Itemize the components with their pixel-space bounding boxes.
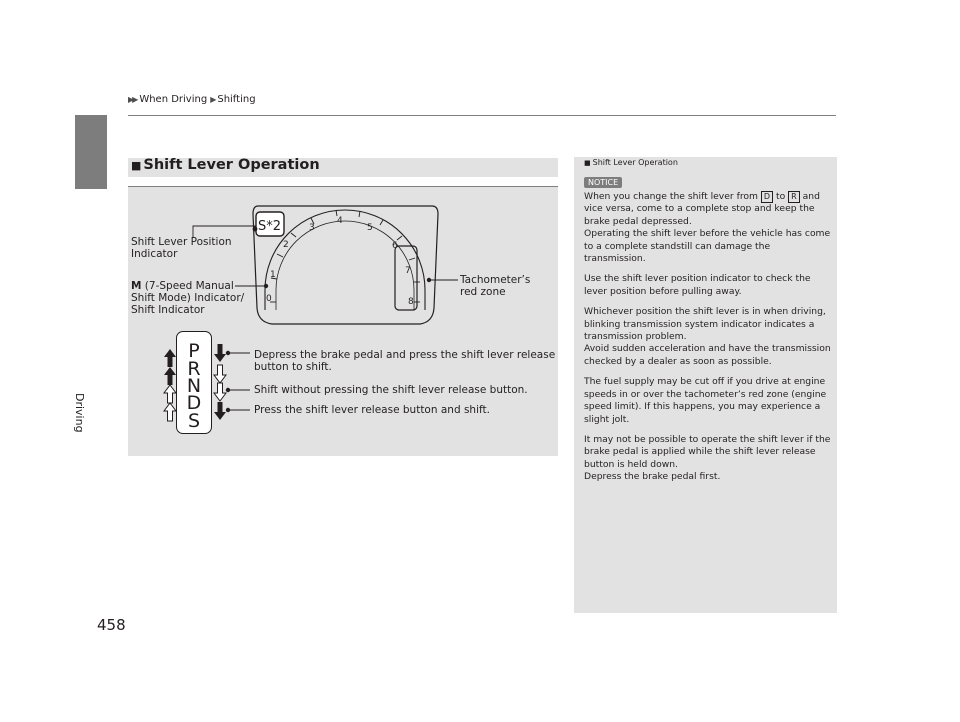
breadcrumb-item-shifting[interactable]: Shifting [217,94,256,105]
note-paragraph-3 [584,306,832,368]
m-indicator-label [131,280,244,316]
note-paragraph-4: The fuel supply may be cut off if you drive at engine speeds in or over the tachometer’s red zone (engine speed limit). If this happens, you may experience a slight jolt. [584,376,827,425]
note-paragraph-2: Use the shift lever position indicator to check the lever position before pulling away. [584,273,811,297]
arrow-down-filled-icon [213,401,227,421]
note-p5-text: It may not be possible to operate the shift lever if the brake pedal is applied while the shift lever release button is held down. [584,433,831,470]
instruction-depress-brake [254,349,555,373]
tach-number-3: 3 [309,223,315,233]
indicator-display-text: S*2 [258,219,282,234]
note-header [584,158,678,167]
m-indicator-label-line3: Shift Indicator [131,304,205,316]
gear-p: P [188,340,200,362]
tach-number-6: 6 [392,241,398,251]
note-p1-to: to [775,191,786,202]
key-d-icon: D [761,191,773,203]
red-zone-label-line1: Tachometer’s [460,274,531,286]
notice-badge: NOTICE [584,177,622,188]
position-indicator-label-line2: Indicator [131,248,178,260]
arrow-down-outline-icon [213,382,227,402]
tach-number-0: 0 [266,294,272,304]
gear-selector [176,331,212,434]
arrow-down-outline-icon [213,364,227,384]
gear-n: N [186,375,202,397]
instruction-depress-line2: button to shift. [254,361,332,373]
note-p3-text-2: Avoid sudden acceleration and have the transmission checked by a dealer as soon as possible. [584,343,831,367]
breadcrumb-item-when-driving[interactable]: When Driving [139,94,208,105]
tach-number-1: 1 [270,270,276,280]
note-paragraph-1 [584,191,832,265]
note-paragraph-5 [584,434,832,484]
m-indicator-label-line2: Shift Mode) Indicator/ [131,292,245,304]
instruction-press-release: Press the shift lever release button and shift. [254,404,490,416]
arrow-up-filled-icon [163,366,177,386]
note-body [584,191,832,492]
tach-number-5: 5 [367,223,373,233]
m-indicator-bold: M [131,280,142,292]
tach-number-2: 2 [283,240,289,250]
note-header-text: Shift Lever Operation [592,158,678,167]
red-zone-label-line2: red zone [460,286,506,298]
tach-number-7: 7 [405,266,411,276]
note-p3-text: Whichever position the shift lever is in when driving, blinking transmission system indicator indicates a transmission problem. [584,306,826,343]
breadcrumb-arrow-icon: ▶ [210,95,215,104]
red-zone-label [460,274,530,298]
position-indicator-label [131,236,232,260]
gear-d: D [186,392,202,414]
page-number: 458 [97,616,126,634]
breadcrumb-arrow-icon: ▶▶ [128,95,137,104]
tach-number-4: 4 [337,216,343,226]
note-p1-text-3: Operating the shift lever before the vehicle has come to a complete standstill can damage the transmission. [584,228,831,265]
arrow-up-outline-icon [163,402,177,422]
gear-r: R [187,358,201,380]
note-p1-text-2: and vice versa, come to a complete stop and keep the brake pedal depressed. [584,191,820,227]
section-square-icon: ■ [131,159,142,172]
position-indicator-label-line1: Shift Lever Position [131,236,232,248]
section-title-text: Shift Lever Operation [143,157,320,173]
instruction-depress-line1: Depress the brake pedal and press the shift lever release [254,349,556,361]
note-square-icon: ■ [584,159,591,167]
key-r-icon: R [788,191,800,203]
note-p1-text: When you change the shift lever from [584,191,758,202]
arrow-up-outline-icon [163,384,177,404]
arrow-up-filled-icon [163,348,177,368]
m-indicator-label-line1: (7-Speed Manual [144,280,234,292]
chapter-label: Driving [73,393,86,433]
arrow-down-filled-icon [213,343,227,363]
note-p5-text-2: Depress the brake pedal first. [584,471,721,483]
gear-s: S [187,410,201,432]
instruction-shift-without: Shift without pressing the shift lever release button. [254,384,528,396]
tach-number-8: 8 [408,297,414,307]
